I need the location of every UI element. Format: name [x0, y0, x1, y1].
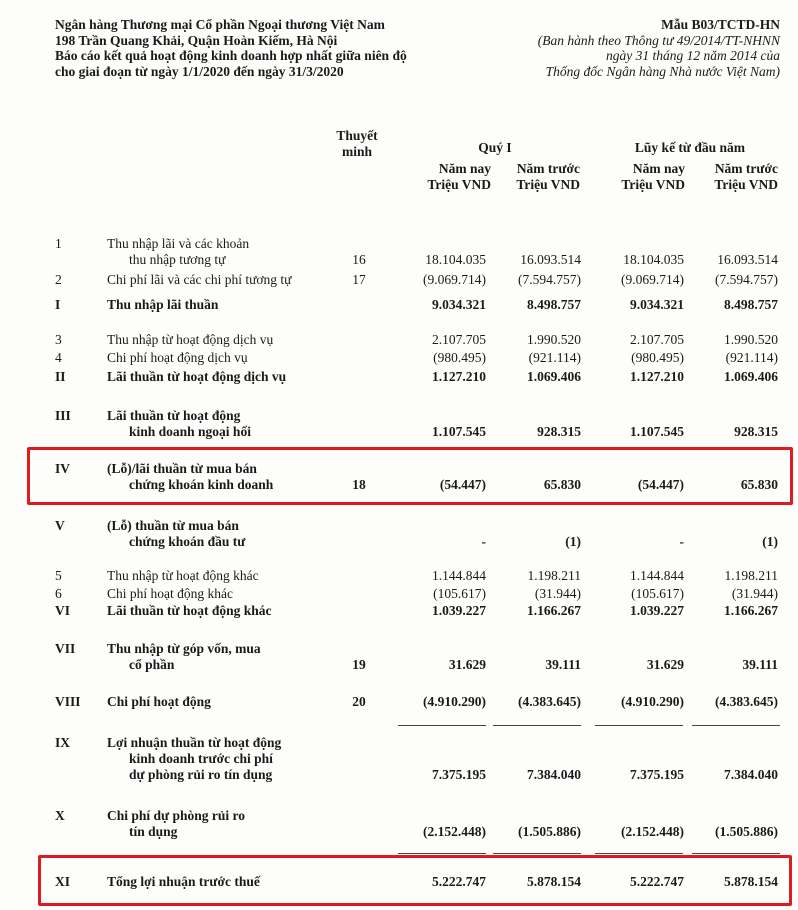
report-title: Báo cáo kết quả hoạt động kinh doanh hợp nhất giữa niên độ: [55, 48, 407, 63]
bank-name: Ngân hàng Thương mại Cổ phần Ngoại thương Việt Nam: [55, 17, 385, 32]
row-value: 65.830: [543, 477, 581, 492]
col-year-label: Năm trước: [714, 161, 778, 176]
highlight-box-row-xi: [38, 855, 792, 906]
subtotal-rule: [692, 853, 780, 854]
row-note-ref: 17: [352, 272, 366, 287]
row-value: 1.127.210: [630, 369, 684, 384]
row-value: 1.166.267: [724, 603, 778, 618]
row-value: 8.498.757: [724, 297, 778, 312]
row-value: 1.990.520: [527, 332, 581, 347]
q1-prev-year-header: [490, 161, 580, 193]
row-value: 9.034.321: [630, 297, 684, 312]
row-label-line: Thu nhập từ hoạt động dịch vụ: [107, 332, 274, 347]
row-value: (1): [762, 534, 778, 549]
row-value: 5.222.747: [630, 874, 684, 889]
row-label-line: cổ phần: [129, 657, 175, 672]
row-note-ref: 18: [352, 477, 366, 492]
row-value: (9.069.714): [621, 272, 684, 287]
row-value: 2.107.705: [630, 332, 684, 347]
form-note-2: ngày 31 tháng 12 năm 2014 của: [606, 48, 780, 63]
row-value: 1.127.210: [432, 369, 486, 384]
row-value: 1.144.844: [432, 568, 486, 583]
row-value: 1.039.227: [432, 603, 486, 618]
form-note-1: (Ban hành theo Thông tư 49/2014/TT-NHNN: [537, 32, 780, 48]
row-value: 5.878.154: [527, 874, 581, 889]
row-value: 1.198.211: [527, 568, 581, 583]
row-value: (4.383.645): [518, 694, 581, 709]
row-value: 1.107.545: [432, 424, 486, 439]
row-label-line: Chi phí hoạt động khác: [107, 586, 233, 601]
row-value: (980.495): [631, 350, 684, 365]
row-value: (9.069.714): [423, 272, 486, 287]
row-label-line: Thu nhập lãi thuần: [107, 297, 219, 312]
row-label-line: Chi phí lãi và các chi phí tương tự: [107, 272, 292, 287]
row-label-line: Thu nhập từ hoạt động khác: [107, 568, 259, 583]
row-code: III: [55, 408, 71, 423]
row-code: II: [55, 369, 66, 384]
row-value: 31.629: [646, 657, 684, 672]
subtotal-rule: [493, 725, 581, 726]
row-label-line: Tổng lợi nhuận trước thuế: [107, 874, 260, 889]
col-unit-label: Triệu VND: [516, 177, 580, 192]
row-label-line: Thu nhập từ góp vốn, mua: [107, 641, 261, 656]
row-value: 9.034.321: [432, 297, 486, 312]
row-value: 5.222.747: [432, 874, 486, 889]
row-code: IX: [55, 735, 71, 750]
row-value: 16.093.514: [520, 252, 581, 267]
row-label-line: (Lỗ) thuần từ mua bán: [107, 518, 239, 533]
row-label-line: chứng khoán đầu tư: [129, 534, 246, 549]
note-header-line-2: minh: [341, 144, 372, 159]
row-value: (4.910.290): [621, 694, 684, 709]
row-value: -: [481, 534, 486, 549]
col-year-label: Năm nay: [632, 161, 685, 176]
row-value: 8.498.757: [527, 297, 581, 312]
row-value: (2.152.448): [621, 824, 684, 839]
row-value: 31.629: [448, 657, 486, 672]
form-reference: [450, 17, 780, 79]
row-code: I: [55, 297, 61, 312]
row-value: (980.495): [433, 350, 486, 365]
row-value: 928.315: [537, 424, 581, 439]
row-note-ref: 16: [352, 252, 366, 267]
row-value: (1.505.886): [518, 824, 581, 839]
row-label-line: Thu nhập lãi và các khoản: [107, 236, 250, 251]
row-code: V: [55, 518, 65, 533]
row-value: (31.944): [731, 586, 778, 601]
row-label-line: Lãi thuần từ hoạt động: [107, 408, 241, 423]
row-value: (7.594.757): [518, 272, 581, 287]
row-code: VIII: [55, 694, 81, 709]
row-value: 39.111: [742, 657, 778, 672]
subtotal-rule: [398, 853, 486, 854]
row-value: -: [679, 534, 684, 549]
row-code: VI: [55, 603, 71, 618]
row-value: 7.375.195: [432, 767, 486, 782]
row-note-ref: 20: [352, 694, 366, 709]
row-label-line: kinh doanh trước chi phí: [129, 751, 273, 766]
row-value: 18.104.035: [623, 252, 684, 267]
row-value: 1.198.211: [724, 568, 778, 583]
row-value: 7.384.040: [724, 767, 778, 782]
row-value: 18.104.035: [425, 252, 486, 267]
row-value: (921.114): [528, 350, 581, 365]
row-value: 7.384.040: [527, 767, 581, 782]
row-code: 5: [55, 568, 62, 583]
subtotal-rule: [493, 853, 581, 854]
row-value: 1.069.406: [527, 369, 581, 384]
row-value: 7.375.195: [630, 767, 684, 782]
row-value: (2.152.448): [423, 824, 486, 839]
row-value: 2.107.705: [432, 332, 486, 347]
form-code: Mẫu B03/TCTD-HN: [661, 17, 780, 32]
col-unit-label: Triệu VND: [621, 177, 685, 192]
row-label-line: Chi phí hoạt động dịch vụ: [107, 350, 248, 365]
row-value: 1.990.520: [724, 332, 778, 347]
col-unit-label: Triệu VND: [714, 177, 778, 192]
row-value: 1.039.227: [630, 603, 684, 618]
row-label-line: tín dụng: [129, 824, 178, 839]
row-value: (4.910.290): [423, 694, 486, 709]
row-code: 4: [55, 350, 62, 365]
row-value: 928.315: [734, 424, 778, 439]
row-label-line: Chi phí dự phòng rủi ro: [107, 808, 246, 823]
row-value: (31.944): [534, 586, 581, 601]
row-code: 6: [55, 586, 62, 601]
q1-group-header: Quý I: [478, 140, 512, 155]
row-code: IV: [55, 461, 71, 476]
row-value: 1.069.406: [724, 369, 778, 384]
row-value: (54.447): [439, 477, 486, 492]
bank-address: 198 Trần Quang Khải, Quận Hoàn Kiếm, Hà Nội: [55, 32, 338, 48]
row-value: 16.093.514: [717, 252, 778, 267]
row-label-line: chứng khoán kinh doanh: [129, 477, 274, 492]
col-year-label: Năm trước: [516, 161, 580, 176]
row-label-line: Lợi nhuận thuần từ hoạt động: [107, 735, 282, 750]
row-value: 1.166.267: [527, 603, 581, 618]
ytd-this-year-header: [597, 161, 685, 193]
report-period: cho giai đoạn từ ngày 1/1/2020 đến ngày 31/3/2020: [55, 63, 344, 79]
note-column-header: [328, 128, 386, 160]
q1-this-year-header: [403, 161, 491, 193]
col-year-label: Năm nay: [438, 161, 491, 176]
highlight-box-row-iv: [27, 447, 793, 505]
row-value: (7.594.757): [715, 272, 778, 287]
row-note-ref: 19: [352, 657, 366, 672]
subtotal-rule: [692, 725, 780, 726]
row-label-line: dự phòng rủi ro tín dụng: [129, 767, 273, 782]
subtotal-rule: [595, 725, 683, 726]
row-value: (4.383.645): [715, 694, 778, 709]
row-code: VII: [55, 641, 76, 656]
row-code: X: [55, 808, 65, 823]
row-code: 1: [55, 236, 62, 251]
row-value: 65.830: [740, 477, 778, 492]
row-value: 1.107.545: [630, 424, 684, 439]
row-code: XI: [55, 874, 71, 889]
row-value: (105.617): [433, 586, 486, 601]
subtotal-rule: [595, 853, 683, 854]
note-header-line-1: Thuyết: [336, 128, 378, 143]
ytd-group-header: Lũy kế từ đầu năm: [634, 140, 746, 155]
row-value: 1.144.844: [630, 568, 684, 583]
row-value: (105.617): [631, 586, 684, 601]
col-unit-label: Triệu VND: [427, 177, 491, 192]
row-label-line: kinh doanh ngoại hối: [129, 424, 251, 439]
row-label-line: Lãi thuần từ hoạt động dịch vụ: [107, 369, 287, 384]
row-code: 2: [55, 272, 62, 287]
row-value: (54.447): [637, 477, 684, 492]
subtotal-rule: [398, 725, 486, 726]
report-header: [55, 17, 407, 79]
row-label-line: thu nhập tương tự: [129, 252, 226, 267]
row-value: 39.111: [545, 657, 581, 672]
row-value: (921.114): [725, 350, 778, 365]
row-value: (1): [565, 534, 581, 549]
row-label-line: (Lỗ)/lãi thuần từ mua bán: [107, 461, 257, 476]
row-value: 5.878.154: [724, 874, 778, 889]
row-label-line: Chi phí hoạt động: [107, 694, 211, 709]
ytd-prev-year-header: [688, 161, 778, 193]
row-value: (1.505.886): [715, 824, 778, 839]
form-note-3: Thống đốc Ngân hàng Nhà nước Việt Nam): [545, 63, 780, 79]
row-label-line: Lãi thuần từ hoạt động khác: [107, 603, 272, 618]
row-code: 3: [55, 332, 62, 347]
